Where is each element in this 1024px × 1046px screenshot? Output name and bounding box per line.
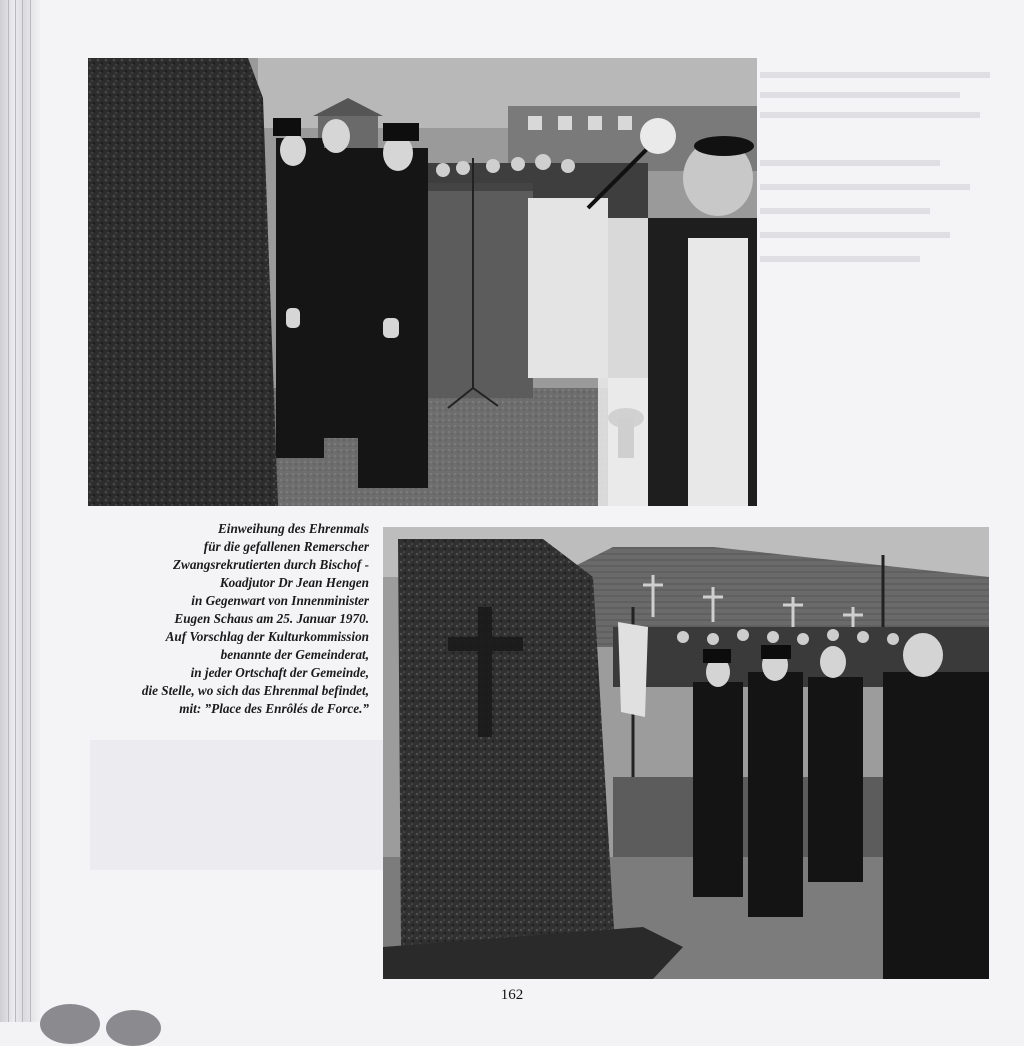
caption-line: für die gefallenen Remerscher <box>203 539 369 554</box>
page-number: 162 <box>500 987 524 1003</box>
caption-line: Zwangsrekrutierten durch Bischof - <box>172 557 369 572</box>
caption-line: in jeder Ortschaft der Gemeinde, <box>190 665 369 680</box>
coin-decoration <box>40 1004 100 1044</box>
photo-caption <box>78 520 369 718</box>
caption-line: Eugen Schaus am 25. Januar 1970. <box>174 611 369 626</box>
caption-line: Auf Vorschlag der Kulturkommission <box>165 629 369 644</box>
caption-line: Einweihung des Ehrenmals <box>218 521 369 536</box>
book-binding <box>0 0 40 1022</box>
photo-memorial-ceremony <box>383 527 989 979</box>
caption-line: die Stelle, wo sich das Ehrenmal befindet, <box>141 683 369 698</box>
caption-line: benannte der Gemeinderat, <box>220 647 369 662</box>
caption-line: in Gegenwart von Innenminister <box>191 593 369 608</box>
caption-line: mit: ”Place des Enrôlés de Force.” <box>179 701 369 716</box>
photo-blessing-ceremony <box>88 58 757 506</box>
coin-decoration <box>106 1010 161 1046</box>
caption-line: Koadjutor Dr Jean Hengen <box>219 575 369 590</box>
